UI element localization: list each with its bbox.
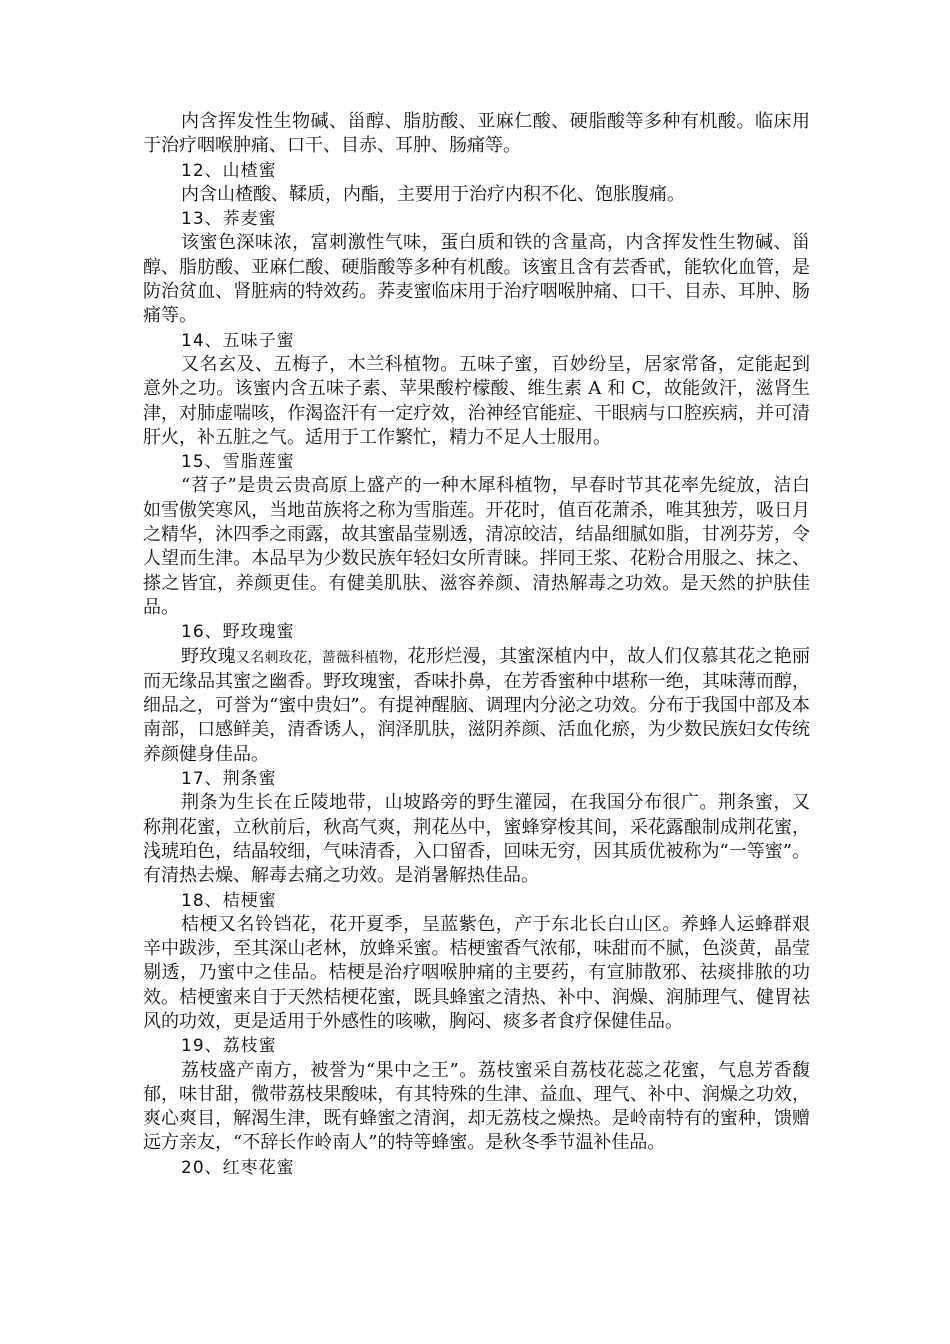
section-heading-16: 16、野玫瑰蜜 <box>181 622 295 643</box>
section-body-16-lead: 野玫瑰 <box>181 645 236 667</box>
section-body-16-text: 花形烂漫，其蜜深植内中，故人们仅慕其花之艳丽而无缘品其蜜之幽香。野玫瑰蜜，香味扑鼻，在芳香蜜种中堪称一绝，其味薄而醇，细品之，可誉为“蜜中贵妇”。有提神醒脑、调理内分泌之功效。分布于我国中部及本南部，口感鲜美，清香诱人，润泽肌肤，滋阴养颜、活血化瘀，为少数民族妇女传统养颜健身佳品。 <box>143 645 811 765</box>
section-heading-15: 15、雪脂莲蜜 <box>181 452 295 473</box>
section-body-12: 内含山楂酸、鞣质，内酯，主要用于治疗内积不化、饱胀腹痛。 <box>181 183 685 205</box>
section-body-13: 该蜜色深味浓，富刺激性气味，蛋白质和铁的含量高，内含挥发性生物碱、甾醇、脂肪酸、亚麻仁酸、硬脂酸等多种有机酸。该蜜且含有芸香甙，能软化血管，是防治贫血、肾脏病的特效药。荞麦蜜临床用于治疗咽喉肿痛、口干、目赤、耳肿、肠痛等。 <box>143 232 810 327</box>
section-heading-13: 13、荞麦蜜 <box>181 209 277 230</box>
section-body-19: 荔枝盛产南方，被誉为“果中之王”。荔枝蜜采自荔枝花蕊之花蜜，气息芳香馥郁，味甘甜，微带荔枝果酸味，有其特殊的生津、益血、理气、补中、润燥之功效，爽心爽目，解渴生津，既有蜂蜜之清润，却无荔枝之燥热。是岭南特有的蜜种，馈赠远方亲友，“不辞长作岭南人”的特等蜂蜜。是秋冬季节温补佳品。 <box>143 1059 810 1154</box>
section-heading-14: 14、五味子蜜 <box>181 330 295 351</box>
section-heading-12: 12、山楂蜜 <box>181 160 277 181</box>
section-body-15: “苕子”是贵云贵高原上盛产的一种木犀科植物，早春时节其花率先绽放，洁白如雪傲笑寒风，当地苗族将之称为雪脂莲。开花时，值百花萧杀，唯其独芳，吸日月之精华，沐四季之雨露，故其蜜晶莹剔透，清凉皎洁，结晶细腻如脂，甘冽芬芳，令人望而生津。本品早为少数民族年轻妇女所青睐。拌同王浆、花粉合用服之、抹之、搽之皆宜，养颜更佳。有健美肌肤、滋容养颜、清热解毒之功效。是天然的护肤佳品。 <box>143 475 810 618</box>
section-heading-17: 17、荆条蜜 <box>181 769 277 790</box>
section-body-17: 荆条为生长在丘陵地带，山坡路旁的野生灌园，在我国分布很广。荆条蜜，又称荆花蜜，立秋前后，秋高气爽，荆花丛中，蜜蜂穿梭其间，采花露酿制成荆花蜜，浅琥珀色，结晶较细，气味清香，入口留香，回味无穷，因其质优被称为“一等蜜”。有清热去燥、解毒去痛之功效。是消暑解热佳品。 <box>143 792 810 887</box>
section-body-14: 又名玄及、五梅子，木兰科植物。五味子蜜，百妙纷呈，居家常备，定能起到意外之功。该蜜内含五味子素、苹果酸柠檬酸、维生素 A 和 C，故能敛汗，滋肾生津，对肺虚喘咳，作渴盗汗有一定疗效，治神经官能症、干眼病与口腔疾病，并可清肝火，补五脏之气。适用于工作繁忙，精力不足人士服用。 <box>143 353 810 448</box>
intro-paragraph: 内含挥发性生物碱、甾醇、脂肪酸、亚麻仁酸、硬脂酸等多种有机酸。临床用于治疗咽喉肿痛、口干、目赤、耳肿、肠痛等。 <box>143 111 810 157</box>
section-heading-20: 20、红枣花蜜 <box>181 1157 295 1178</box>
section-body-16-note: 又名刺玫花，蔷薇科植物， <box>235 649 408 666</box>
section-body-18: 桔梗又名铃铛花，花开夏季，呈蓝紫色，产于东北长白山区。养蜂人运蜂群艰辛中跋涉，至其深山老林，放蜂采蜜。桔梗蜜香气浓郁，味甜而不腻，色淡黄，晶莹剔透，乃蜜中之佳品。桔梗是治疗咽喉肿痛的主要药，有宣肺散邪、祛痰排脓的功效。桔梗蜜来自于天然桔梗花蜜，既具蜂蜜之清热、补中、润燥、润肺理气、健胃祛风的功效，更是适用于外感性的咳嗽，胸闷、痰多者食疗保健佳品。 <box>143 913 810 1032</box>
section-body-16 <box>143 645 810 767</box>
section-heading-18: 18、桔梗蜜 <box>181 890 277 911</box>
section-heading-19: 19、荔枝蜜 <box>181 1036 277 1057</box>
